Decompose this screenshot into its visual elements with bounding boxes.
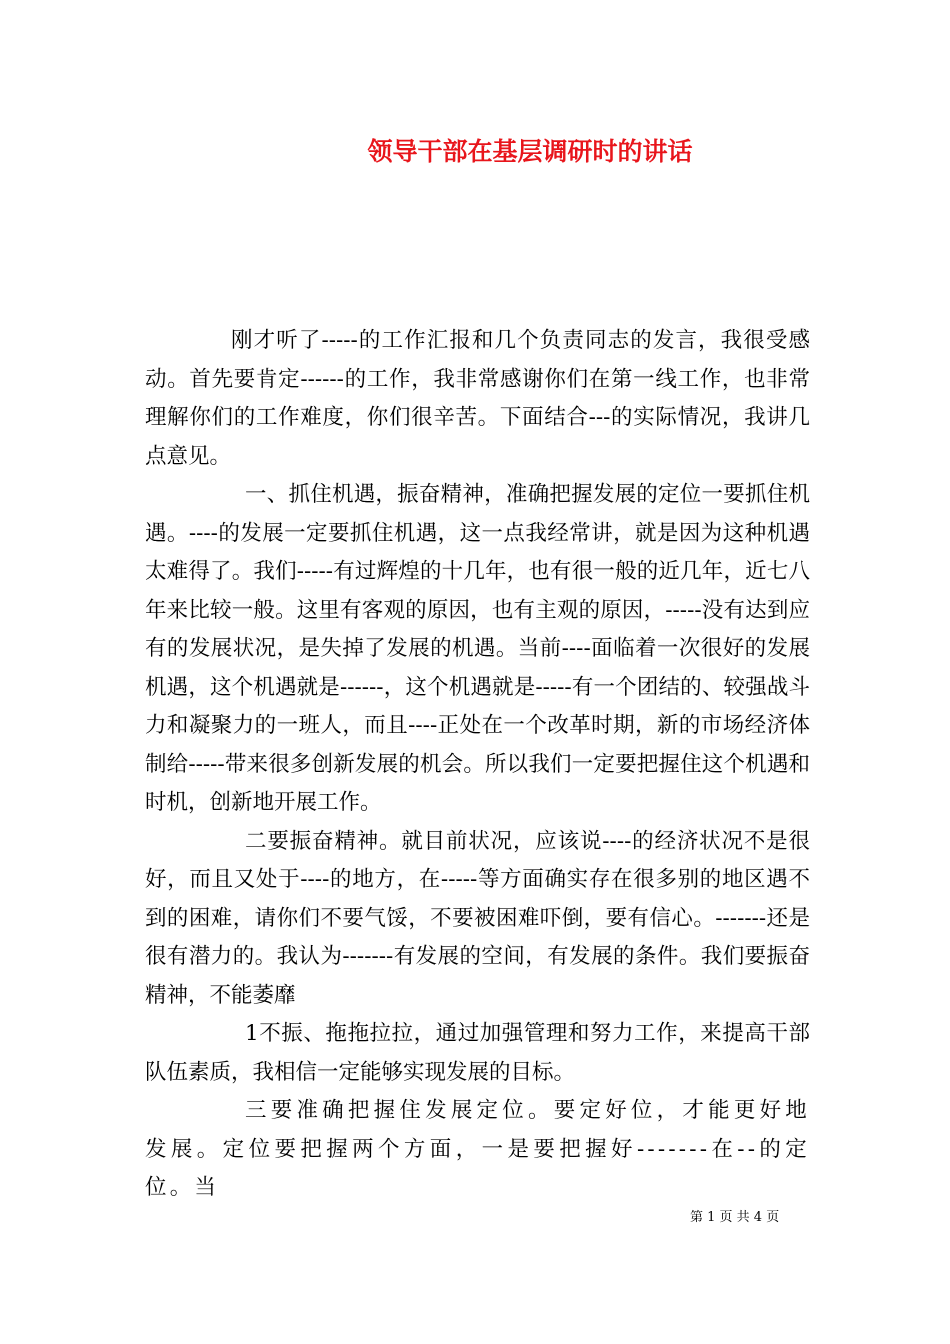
paragraph-section-one: 一、抓住机遇，振奋精神，准确把握发展的定位一要抓住机遇。----的发展一定要抓住机遇，这一点我经常讲，就是因为这种机遇太难得了。我们-----有过辉煌的十几年，也有很一般的近几年，近七八年来比较一般。这里有客观的原因，也有主观的原因，-----没有达到应有的发展状况，是失掉了发展的机遇。当前----面临着一次很好的发展机遇，这个机遇就是------，这个机遇就是-----有一个团结的、较强战斗力和凝聚力的一班人，而且----正处在一个改革时期，新的市场经济体制给-----带来很多创新发展的机会。所以我们一定要把握住这个机遇和时机，创新地开展工作。	[145, 482, 810, 815]
paragraph-spirit: 二要振奋精神。就目前状况，应该说----的经济状况不是很好，而且又处于----的地方，在-----等方面确实存在很多别的地区遇不到的困难，请你们不要气馁，不要被困难吓倒，要有信心。-------还是很有潜力的。我认为-------有发展的空间，有发展的条件。我们要振奋精神，不能萎靡	[145, 828, 810, 1008]
document-title: 领导干部在基层调研时的讲话	[367, 137, 693, 166]
page-number-footer: 第 1 页 共 4 页	[690, 1210, 780, 1225]
paragraph-positioning: 三要准确把握住发展定位。要定好位，才能更好地发展。定位要把握两个方面，一是要把握好-------在--的定位。当	[145, 1098, 810, 1200]
paragraph-intro: 刚才听了-----的工作汇报和几个负责同志的发言，我很受感动。首先要肯定------的工作，我非常感谢你们在第一线工作，也非常理解你们的工作难度，你们很辛苦。下面结合---的实际情况，我讲几点意见。	[145, 328, 810, 469]
document-body	[145, 322, 810, 1208]
paragraph-management: 1不振、拖拖拉拉，通过加强管理和努力工作，来提高干部队伍素质，我相信一定能够实现发展的目标。	[145, 1021, 810, 1085]
